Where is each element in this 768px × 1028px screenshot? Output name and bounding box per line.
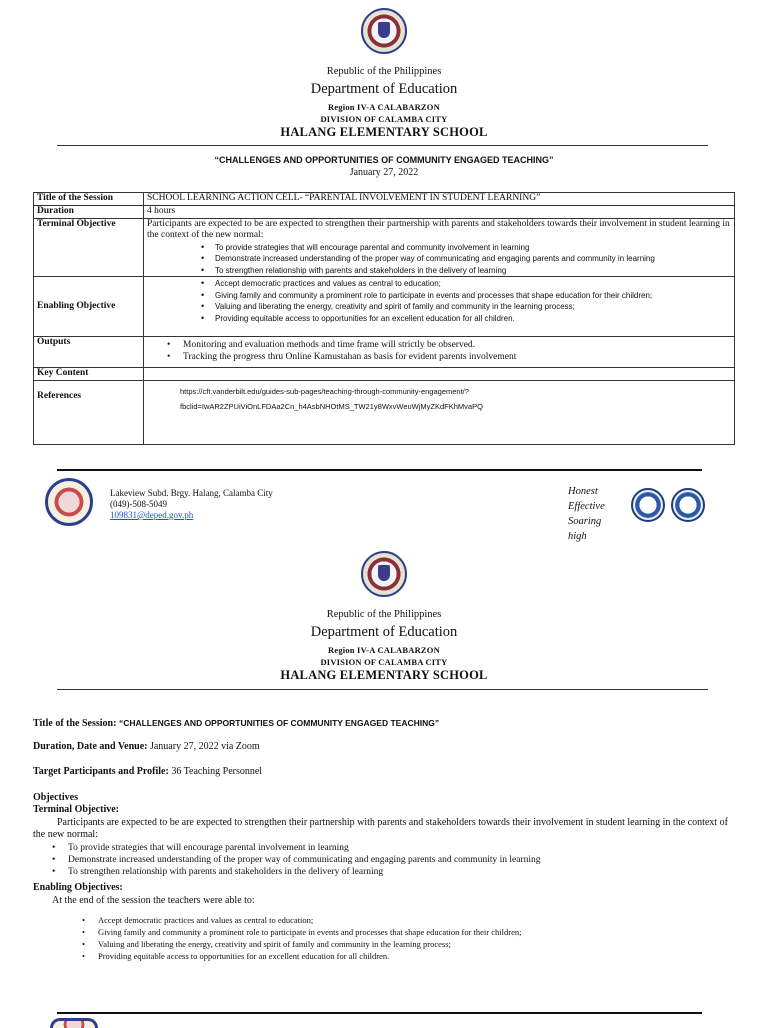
terminal-list (68, 842, 728, 878)
footer-address-block (110, 488, 273, 521)
session-title-value: “CHALLENGES AND OPPORTUNITIES OF COMMUNITY ENGAGED TEACHING” (118, 718, 440, 728)
objectives-heading: Objectives (33, 792, 78, 803)
enabling-cell (144, 277, 735, 337)
table-row (34, 218, 735, 277)
table-row (34, 193, 735, 206)
list-item: • Valuing and liberating the energy, creativity and spirit of family and community in the learning process; (98, 938, 728, 950)
school-name: HALANG ELEMENTARY SCHOOL (280, 668, 488, 682)
terminal-label: Terminal Objective (34, 218, 144, 277)
list-item: • To strengthen relationship with parents and stakeholders in the delivery of learning (68, 866, 728, 878)
session-table (33, 192, 735, 445)
footer-address: Lakeview Subd. Brgy. Halang, Calamba City (110, 488, 273, 498)
department-line: Department of Education (310, 81, 458, 97)
school-logo (45, 478, 93, 526)
motto-line: Honest (568, 486, 598, 497)
school-name: HALANG ELEMENTARY SCHOOL (280, 125, 488, 139)
list-item: • Giving family and community a prominent role to participate in events and processes that shape education for their children; (98, 926, 728, 938)
school-motto (568, 484, 605, 544)
terminal-paragraph: Participants are expected to be are expected to strengthen their partnership with parents and stakeholders towards their involvement in student learning in the context of the new normal: (33, 817, 728, 840)
footer-divider (57, 469, 702, 471)
title-value: SCHOOL LEARNING ACTION CELL- “PARENTAL INVOLVEMENT IN STUDENT LEARNING” (144, 193, 735, 206)
duration-value: 4 hours (144, 206, 735, 219)
certification-badge-icon (631, 488, 665, 522)
list-item: • Accept democratic practices and values as central to education; (215, 278, 731, 290)
target-line (33, 766, 262, 778)
division-line: DIVISION OF CALAMBA CITY (320, 657, 448, 667)
list-item: • To provide strategies that will encourage parental and community involvement in learning (215, 242, 731, 254)
duration-line (33, 741, 260, 753)
page1-title: “CHALLENGES AND OPPORTUNITIES OF COMMUNITY ENGAGED TEACHING” (214, 155, 554, 165)
list-item: • Accept democratic practices and values as central to education; (98, 914, 728, 926)
footer-phone: (049)-508-5049 (110, 499, 167, 509)
list-item: • Demonstrate increased understanding of the proper way of communicating and engaging parents and community in learning (68, 854, 728, 866)
outputs-cell (144, 337, 735, 368)
motto-line: Effective (568, 501, 605, 512)
header-divider (57, 145, 708, 146)
table-row (34, 277, 735, 337)
terminal-list (147, 242, 731, 277)
target-value: 36 Teaching Personnel (171, 766, 263, 777)
republic-line: Republic of the Philippines (326, 609, 442, 620)
reference-link-line2[interactable]: fbclid=IwAR2ZPUiViOnLFDAa2Cn_h4AsbNHOtMS_TW21y8WxvWeuWjMyZKdFKhMvaPQ (180, 401, 483, 411)
motto-line: high (568, 531, 587, 542)
list-item: • Monitoring and evaluation methods and time frame will strictly be observed. (183, 339, 731, 351)
region-line: Region IV-A CALABARZON (328, 102, 440, 112)
reference-link-line1[interactable]: https://cft.vanderbilt.edu/guides-sub-pages/teaching-through-community-engagement/? (180, 386, 469, 396)
enabling-heading: Enabling Objectives: (33, 882, 123, 893)
list-item: • Providing equitable access to opportunities for an excellent education for all children. (215, 313, 731, 325)
table-row (34, 380, 735, 444)
footer-email-link[interactable]: 109831@deped.gov.ph (110, 510, 194, 520)
table-row (34, 368, 735, 381)
enabling-label: Enabling Objective (34, 277, 144, 337)
list-item: • To provide strategies that will encourage parental involvement in learning (68, 842, 728, 854)
key-content-label: Key Content (34, 368, 144, 381)
enabling-list (147, 277, 731, 324)
republic-line: Republic of the Philippines (326, 66, 442, 77)
division-line: DIVISION OF CALAMBA CITY (320, 114, 448, 124)
terminal-heading: Terminal Objective: (33, 804, 120, 815)
school-logo (50, 1018, 98, 1028)
list-item: • Tracking the progress thru Online Kamustahan as basis for evident parents involvement (183, 351, 731, 363)
outputs-label: Outputs (34, 337, 144, 368)
key-content-value (144, 368, 735, 381)
list-item: • Giving family and community a prominent role to participate in events and processes that shape education for their children; (215, 290, 731, 302)
references-cell (144, 380, 735, 444)
duration-value: January 27, 2022 via Zoom (149, 741, 260, 752)
region-line: Region IV-A CALABARZON (328, 645, 440, 655)
table-row (34, 206, 735, 219)
list-item: • Valuing and liberating the energy, creativity and spirit of family and community in the learning process; (215, 301, 731, 313)
references-label: References (34, 380, 144, 444)
table-row (34, 337, 735, 368)
header-divider (57, 689, 708, 690)
list-item: • Providing equitable access to opportunities for an excellent education for all children. (98, 950, 728, 962)
terminal-cell (144, 218, 735, 277)
tuv-certification-icon (671, 488, 705, 522)
list-item: • Demonstrate increased understanding of the proper way of communicating and engaging parents and community in learning (215, 253, 731, 265)
duration-label: Duration (34, 206, 144, 219)
motto-line: Soaring (568, 516, 602, 527)
duration-label: Duration, Date and Venue: (33, 741, 148, 752)
page1-date: January 27, 2022 (349, 167, 419, 178)
session-title-line (33, 717, 733, 730)
title-label: Title of the Session (34, 193, 144, 206)
session-title-label: Title of the Session: (33, 718, 117, 729)
footer-divider (57, 1012, 702, 1014)
enabling-list (98, 914, 728, 962)
terminal-text: Participants are expected to be are expected to strengthen their partnership with parents and stakeholders towards their involvement in student learning in the context of the new normal: (147, 218, 730, 240)
target-label: Target Participants and Profile: (33, 766, 169, 777)
list-item: • To strengthen relationship with parents and stakeholders in the delivery of learning (215, 265, 731, 277)
deped-seal-logo (361, 551, 407, 597)
enabling-intro: At the end of the session the teachers were able to: (52, 895, 255, 906)
deped-seal-logo (361, 8, 407, 54)
department-line: Department of Education (310, 624, 458, 640)
outputs-list (147, 337, 731, 363)
